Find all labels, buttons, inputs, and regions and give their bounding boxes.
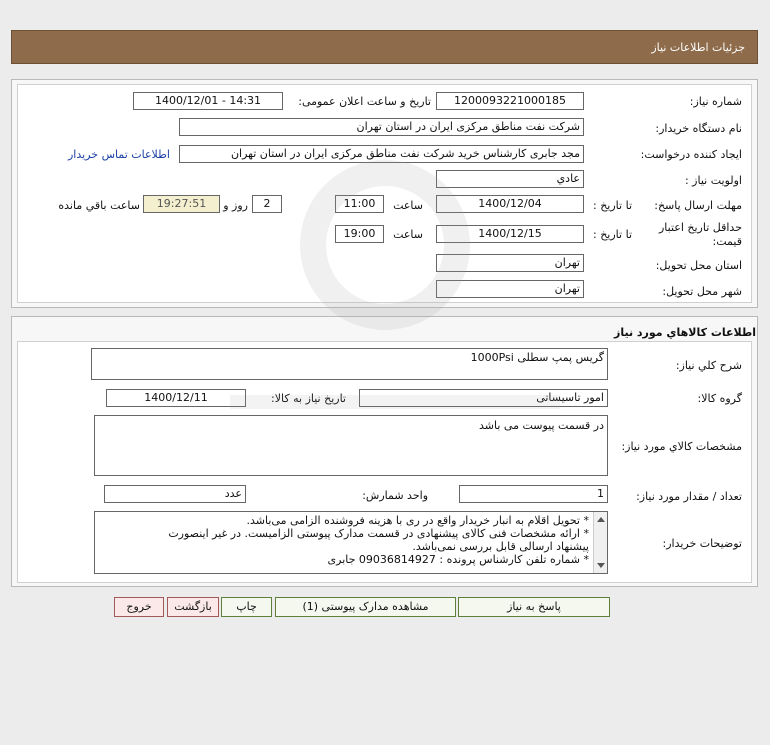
page-title: جزئیات اطلاعات نیاز xyxy=(651,41,745,54)
requester-label: ایجاد کننده درخواست: xyxy=(640,148,742,161)
province-field: تهران xyxy=(436,254,584,272)
priority-field: عادي xyxy=(436,170,584,188)
need-number-label: شماره نیاز: xyxy=(689,95,742,108)
unit-field: عدد xyxy=(104,485,246,503)
print-button[interactable]: چاپ xyxy=(221,597,272,617)
need-date-field: 1400/12/11 xyxy=(106,389,246,407)
city-field: تهران xyxy=(436,280,584,298)
notes-scrollbar[interactable] xyxy=(593,512,607,573)
qty-label: تعداد / مقدار مورد نیاز: xyxy=(636,490,742,503)
scroll-up-arrow[interactable] xyxy=(597,517,605,522)
validity-time-field: 19:00 xyxy=(335,225,384,243)
city-label: شهر محل تحویل: xyxy=(662,285,742,298)
remaining-label: ساعت باقي مانده xyxy=(58,199,140,212)
notes-line: * تحویل اقلام به انبار خریدار واقع در ری با هزینه فروشنده الزامی می‌باشد. xyxy=(246,514,589,527)
need-number-field: 1200093221000185 xyxy=(436,92,584,110)
deadline-time-field: 11:00 xyxy=(335,195,384,213)
group-label: گروه کالا: xyxy=(697,392,742,405)
buyer-label: نام دستگاه خریدار: xyxy=(655,122,742,135)
deadline-time-label: ساعت xyxy=(393,199,423,212)
validity-to-date-label: تا تاریخ : xyxy=(593,228,632,241)
view-attachments-button[interactable]: مشاهده مدارک پیوستی (1) xyxy=(275,597,456,617)
notes-label: توضیحات خریدار: xyxy=(662,537,742,550)
spec-field: در قسمت پیوست می باشد xyxy=(94,415,608,476)
notes-line: پیشنهاد ارسالی قابل بررسی نمی‌باشد. xyxy=(412,540,589,553)
qty-field: 1 xyxy=(459,485,608,503)
deadline-to-date-label: تا تاریخ : xyxy=(593,199,632,212)
notes-line: * ارائه مشخصات فنی کالای پیشنهادی در قسمت مدارک پیوستی الزامیست. در غیر اینصورت xyxy=(168,527,589,540)
reply-button[interactable]: پاسخ به نیاز xyxy=(458,597,610,617)
goods-section-title: اطلاعات کالاهاي مورد نیاز xyxy=(614,326,756,339)
notes-field xyxy=(94,511,608,574)
remaining-time-field: 19:27:51 xyxy=(143,195,220,213)
province-label: استان محل تحویل: xyxy=(655,259,742,272)
days-label: روز و xyxy=(223,199,248,212)
exit-button[interactable]: خروج xyxy=(114,597,164,617)
buyer-contact-link[interactable]: اطلاعات تماس خریدار xyxy=(68,148,170,161)
page-header xyxy=(11,30,758,64)
announce-field: 1400/12/01 - 14:31 xyxy=(133,92,283,110)
unit-label: واحد شمارش: xyxy=(362,489,428,502)
need-info-inner xyxy=(17,84,752,303)
notes-line: * شماره تلفن کارشناس پرونده : 09036814927 جابری xyxy=(327,553,589,566)
days-remaining-field: 2 xyxy=(252,195,282,213)
back-button[interactable]: بازگشت xyxy=(167,597,219,617)
validity-date-field: 1400/12/15 xyxy=(436,225,584,243)
buyer-field: شرکت نفت مناطق مرکزی ایران در استان تهران xyxy=(179,118,584,136)
need-info-panel xyxy=(11,79,758,308)
validity-time-label: ساعت xyxy=(393,228,423,241)
requester-field: مجد جابری کارشناس خرید شرکت نفت مناطق مرکزی ایران در استان تهران xyxy=(179,145,584,163)
need-date-label: تاریخ نیاز به کالا: xyxy=(271,392,346,405)
desc-field: گریس پمپ سطلی 1000Psi xyxy=(91,348,608,380)
group-field: امور تاسیساتی xyxy=(359,389,608,407)
spec-label: مشخصات کالاي مورد نیاز: xyxy=(621,440,742,453)
announce-label: تاریخ و ساعت اعلان عمومی: xyxy=(298,95,431,108)
deadline-label: مهلت ارسال پاسخ: xyxy=(654,199,742,212)
validity-label-line1: حداقل تاریخ اعتبار xyxy=(658,221,742,234)
priority-label: اولویت نیاز : xyxy=(684,174,742,187)
scroll-down-arrow[interactable] xyxy=(597,563,605,568)
validity-label-line2: قیمت: xyxy=(712,235,742,248)
deadline-date-field: 1400/12/04 xyxy=(436,195,584,213)
desc-label: شرح کلي نیاز: xyxy=(675,359,742,372)
